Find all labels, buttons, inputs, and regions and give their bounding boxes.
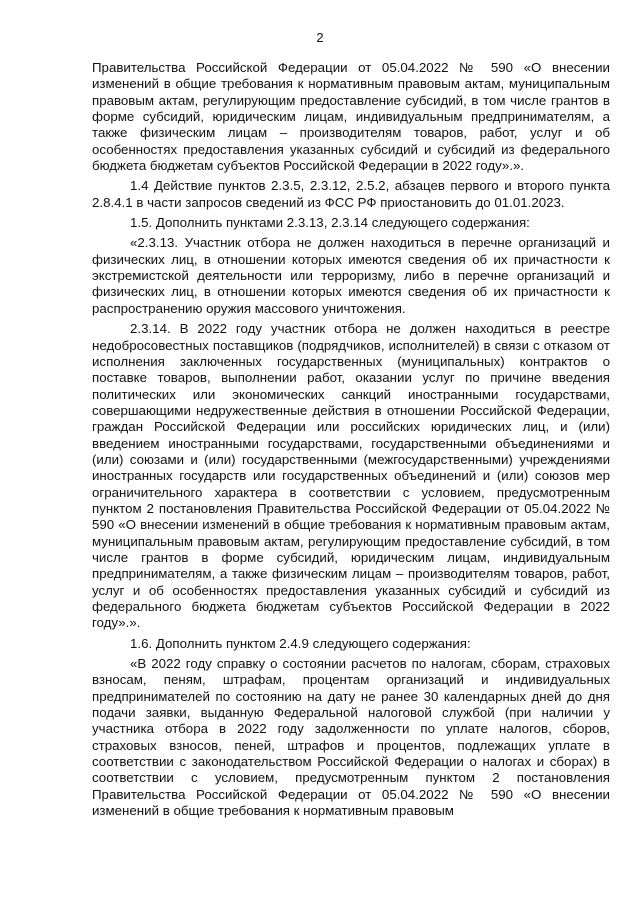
paragraph-2-3-14: 2.3.14. В 2022 году участник отбора не должен находиться в реестре недобросовестных поставщиков (подрядчиков, исполнителей) в связи с отказом от исполнения заключенных государственных (муниципальных) контрактов о поставке товаров, выполнении работ, оказании услуг по причине введения политических или экономических санкций иностранными государствами, совершающими недружественные действия в отношении Российской Федерации, граждан Российской Федерации или российских юридических лиц, и (или) введением иностранными государствами, государственными объединениями и (или) союзами и (или) государственными (межгосударственными) учреждениями иностранных государств или государственных объединений и (или) союзов мер ограничительного характера в соответствии с условием, предусмотренным пунктом 2 постановления Правительства Российской Федерации от 05.04.2022 № 590 «О внесении изменений в общие требования к нормативным правовым актам, муниципальным правовым актам, регулирующим предоставление субсидий, в том числе грантов в форме субсидий, юридическим лицам, индивидуальным предпринимателям, а также физическим лицам – производителям товаров, работ, услуг и об особенностях предоставления указанных субсидий и субсидий из федерального бюджета бюджетам субъектов Российской Федерации в 2022 году».». xyxy=(92,321,610,631)
paragraph-2-4-9: «В 2022 году справку о состоянии расчетов по налогам, сборам, страховых взносам, пеням, штрафам, процентам организаций и индивидуальных предпринимателей по состоянию на дату не ранее 30 календарных дней до дня подачи заявки, выданную Федеральной налоговой службой (при наличии у участника отбора в 2022 году задолженности по уплате налогов, сборов, страховых взносов, пеней, штрафов и процентов, подлежащих уплате в соответствии с законодательством Российской Федерации о налогах и сборах) в соответствии с условием, предусмотренным пунктом 2 постановления Правительства Российской Федерации от 05.04.2022 № 590 «О внесении изменений в общие требования к нормативным правовым xyxy=(92,656,610,819)
paragraph-continuation: Правительства Российской Федерации от 05.04.2022 № 590 «О внесении изменений в общие требования к нормативным правовым актам, муниципальным правовым актам, регулирующим предоставление субсидий, в том числе грантов в форме субсидий, юридическим лицам, индивидуальным предпринимателям, а также физическим лицам – производителям товаров, работ, услуг и об особенностях предоставления указанных субсидий и субсидий из федерального бюджета бюджетам субъектов Российской Федерации в 2022 году».». xyxy=(92,60,610,174)
paragraph-2-3-13: «2.3.13. Участник отбора не должен находиться в перечне организаций и физических лиц, в отношении которых имеются сведения об их причастности к экстремистской деятельности или терроризму, либо в перечне организаций и физических лиц, в отношении которых имеются сведения об их причастности к распространению оружия массового уничтожения. xyxy=(92,235,610,316)
paragraph-1-4: 1.4 Действие пунктов 2.3.5, 2.3.12, 2.5.2, абзацев первого и второго пункта 2.8.4.1 в части запросов сведений из ФСС РФ приостановить до 01.01.2023. xyxy=(92,178,610,210)
paragraph-1-6: 1.6. Дополнить пунктом 2.4.9 следующего содержания: xyxy=(130,635,471,651)
page-number: 2 xyxy=(316,30,324,45)
document-body xyxy=(92,60,610,819)
paragraph-1-5: 1.5. Дополнить пунктами 2.3.13, 2.3.14 следующего содержания: xyxy=(130,215,530,231)
